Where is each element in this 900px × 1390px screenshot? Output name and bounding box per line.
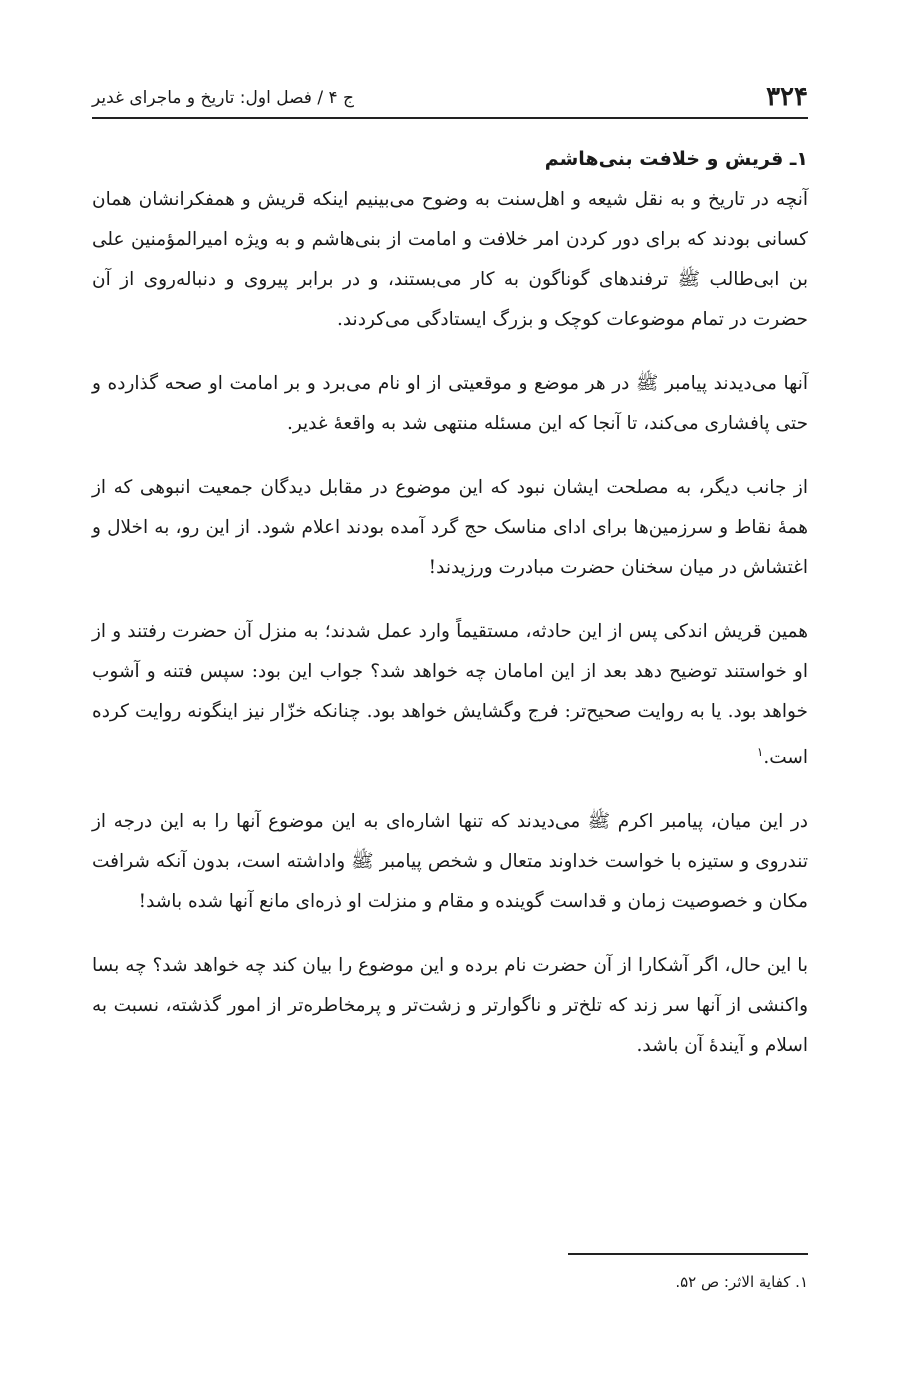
- page-number: ۳۲۴: [766, 82, 808, 112]
- page-body: [92, 142, 808, 1090]
- footnote: ۱. کفایة الاثر: ص ۵۲.: [675, 1273, 808, 1291]
- section-title: ۱ـ قریش و خلافت بنی‌هاشم: [544, 148, 808, 170]
- page-header: [92, 70, 808, 112]
- paragraph: در این میان، پیامبر اکرم ﷺ می‌دیدند که تنها اشاره‌ای به این موضوع آنها را به این درجه از تندروی و ستیزه با خواست خداوند متعال و شخص پیامبر ﷺ واداشته است، بدون آنکه شرافت مکان و خصوصیت زمان و قداست گوینده و مقام و منزلت او ذره‌ای مانع آنها شده باشد!: [92, 811, 808, 913]
- footnote-rule: [568, 1253, 808, 1255]
- header-rule: [92, 117, 808, 119]
- running-head: ج ۴ / فصل اول: تاریخ و ماجرای غدیر: [92, 88, 355, 108]
- book-page: [92, 0, 808, 1390]
- paragraph: آنها می‌دیدند پیامبر ﷺ در هر موضع و موقعیتی از او نام می‌برد و بر امامت او صحه گذارده و حتی پافشاری می‌کند، تا آنجا که این مسئله منتهی شد به واقعهٔ غدیر.: [92, 373, 808, 434]
- paragraph: از جانب دیگر، به مصلحت ایشان نبود که این موضوع در مقابل دیدگان جمعیت انبوهی که از همهٔ نقاط و سرزمین‌ها برای ادای مناسک حج گرد آمده بودند اعلام شود. از این رو، به اخلال و اغتشاش در میان سخنان حضرت مبادرت ورزیدند!: [92, 477, 808, 578]
- paragraph: با این حال، اگر آشکارا از آن حضرت نام برده و این موضوع را بیان کند چه خواهد شد؟ چه بسا واکنشی از آنها سر زند که تلخ‌تر و ناگوارتر و زشت‌تر و پرمخاطره‌تر از امور گذشته، نسبت به اسلام و آیندهٔ آن باشد.: [92, 955, 808, 1057]
- paragraph-with-footnote: [92, 612, 808, 778]
- footnote-reference[interactable]: ۱: [756, 745, 764, 759]
- paragraph-text: همین قریش اندکی پس از این حادثه، مستقیماً وارد عمل شدند؛ به منزل آن حضرت رفتند و از او خواستند توضیح دهد بعد از این امامان چه خواهد شد؟ جواب این بود: سپس فتنه و آشوب خواهد بود. یا به روایت صحیح‌تر: فرج وگشایش خواهد بود. چنانکه خزّار نیز اینگونه روایت کرده است.: [92, 621, 808, 769]
- paragraph: آنچه در تاریخ و به نقل شیعه و اهل‌سنت به وضوح می‌بینیم اینکه قریش و همفکرانشان همان کسانی بودند که برای دور کردن امر خلافت و امامت از بنی‌هاشم و به ویژه امیرالمؤمنین علی بن ابی‌طالب ﷺ ترفندهای گوناگون به کار می‌بستند، و در برابر پیروی و دنباله‌روی از آن حضرت در تمام موضوعات کوچک و بزرگ ایستادگی می‌کردند.: [92, 189, 808, 330]
